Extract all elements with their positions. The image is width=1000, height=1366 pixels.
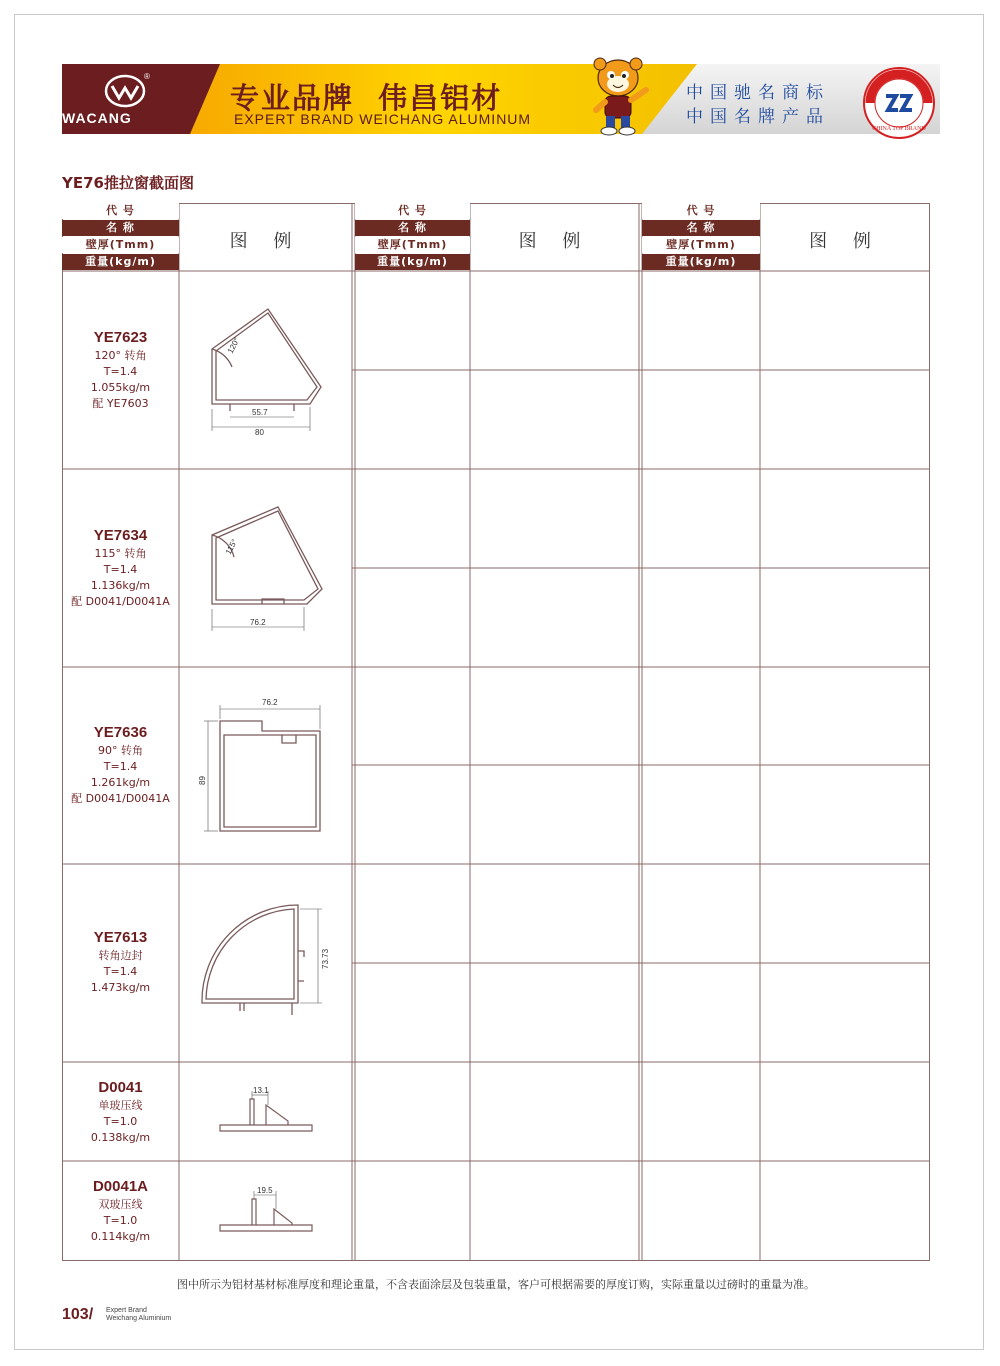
dim-angle: 120°: [225, 336, 242, 355]
product-code: YE7613: [93, 929, 148, 946]
slogan-english: EXPERT BRAND WEICHANG ALUMINUM: [234, 111, 532, 127]
footnote: 图中所示为铝材基材标准厚度和理论重量，不含表面涂层及包装重量，客户可根据需要的厚度订购，实际重量以过磅时的重量为准。: [177, 1278, 815, 1291]
header-figure: 图 例: [809, 231, 881, 252]
dim-height: 73.73: [321, 948, 330, 969]
product-weight: 1.136kg/m: [90, 579, 151, 592]
dim-width-outer: 80: [255, 428, 264, 437]
product-match: 配 D0041/D0041A: [71, 792, 170, 805]
wacang-logo-icon: [104, 74, 146, 108]
product-thickness: T=1.0: [103, 1214, 138, 1227]
slogan-chinese: 专业品牌 伟昌铝材: [230, 81, 503, 115]
tiger-mascot-icon: [584, 54, 654, 138]
product-match: 配 D0041/D0041A: [71, 595, 170, 608]
product-name: 转角边封: [98, 949, 143, 962]
product-weight: 0.114kg/m: [90, 1230, 151, 1243]
header-weight: 重量(kg/m): [642, 254, 760, 270]
product-code: YE7623: [93, 329, 148, 346]
product-name: 单玻压线: [98, 1099, 143, 1112]
header-name: 名 称: [642, 220, 760, 236]
brand-title-1: 中国驰名商标: [686, 83, 830, 103]
dim-width: 76.2: [262, 698, 278, 707]
profile-drawing-d0041a: [212, 1179, 322, 1239]
registered-mark: ®: [144, 72, 150, 81]
header-code: 代 号: [642, 203, 760, 219]
product-thickness: T=1.4: [103, 760, 138, 773]
page-title: YE76推拉窗截面图: [62, 174, 194, 192]
china-top-brand-seal-icon: [862, 66, 936, 140]
header-code: 代 号: [62, 203, 179, 219]
profile-drawing-ye7613: [192, 895, 342, 1035]
product-name: 双玻压线: [98, 1198, 143, 1211]
logo-text: WACANG: [62, 110, 132, 126]
header-thickness: 壁厚(Tmm): [355, 237, 470, 253]
profile-drawing-d0041: [212, 1079, 322, 1139]
header-thickness: 壁厚(Tmm): [642, 237, 760, 253]
product-name: 120° 转角: [94, 349, 147, 362]
dim-height: 89: [198, 776, 207, 785]
product-thickness: T=1.4: [103, 563, 138, 576]
profile-drawing-ye7623: [192, 299, 342, 439]
dim-width: 76.2: [250, 618, 266, 627]
product-weight: 1.055kg/m: [90, 381, 151, 394]
footer-brand-line2: Weichang Aluminium: [106, 1315, 172, 1322]
header-figure: 图 例: [229, 231, 302, 252]
profile-drawing-ye7636: [192, 691, 342, 841]
footer-brand: [106, 1307, 171, 1323]
header-thickness: 壁厚(Tmm): [62, 237, 179, 253]
product-code: YE7634: [93, 527, 148, 544]
product-code: YE7636: [93, 724, 148, 741]
footer-brand-line1: Expert Brand: [106, 1307, 147, 1314]
product-weight: 0.138kg/m: [90, 1131, 151, 1144]
product-table: [62, 203, 930, 1261]
seal-text: CHINA TOP BRAND: [872, 126, 926, 132]
profile-drawing-ye7634: [192, 499, 342, 639]
product-thickness: T=1.4: [103, 365, 138, 378]
dim-width: 13.1: [253, 1086, 269, 1095]
header-figure: 图 例: [518, 231, 591, 252]
header-weight: 重量(kg/m): [355, 254, 470, 270]
product-name: 90° 转角: [98, 744, 143, 757]
brand-title-2: 中国名牌产品: [686, 107, 830, 127]
dim-angle: 115°: [223, 537, 240, 556]
product-code: D0041: [98, 1079, 143, 1096]
header-weight: 重量(kg/m): [62, 254, 179, 270]
dim-width: 19.5: [257, 1186, 273, 1195]
dim-width-inner: 55.7: [252, 408, 268, 417]
header-code: 代 号: [355, 203, 470, 219]
product-name: 115° 转角: [94, 547, 147, 560]
product-code: D0041A: [92, 1178, 149, 1195]
product-thickness: T=1.0: [103, 1115, 138, 1128]
product-thickness: T=1.4: [103, 965, 138, 978]
page-number: 103/: [62, 1306, 94, 1323]
product-weight: 1.261kg/m: [90, 776, 151, 789]
product-match: 配 YE7603: [92, 397, 149, 410]
header-name: 名 称: [62, 220, 179, 236]
header-name: 名 称: [355, 220, 470, 236]
product-weight: 1.473kg/m: [90, 981, 151, 994]
